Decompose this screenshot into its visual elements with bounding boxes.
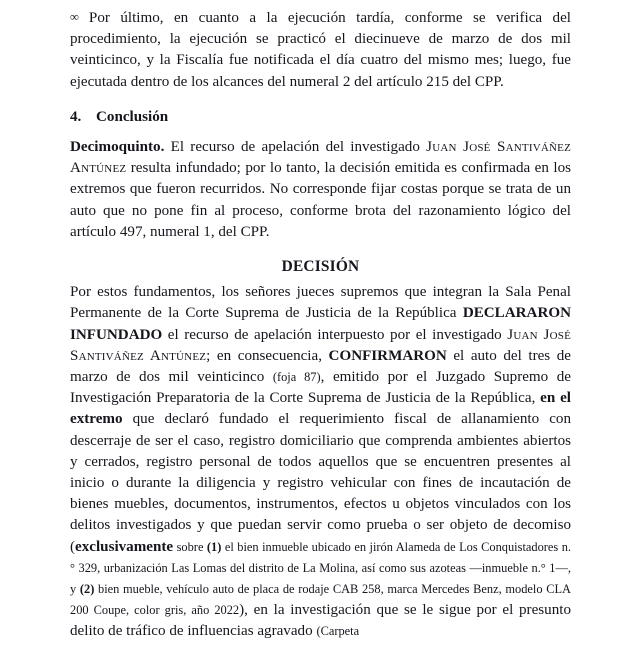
decision-item-marker-2: (2) bbox=[79, 582, 95, 597]
decision-small-run-3-inmueble: el bien inmueble ubicado en jirón Alameda de Los Conquistadores n.° 329, urbanización Las Lomas del distrito de La Molina, así como sus azoteas —inmueble n.° 1—, y bbox=[70, 539, 571, 597]
decision-run-5: , emitido por el Juzgado Supremo de Investigación Preparatoria de la Corte Suprema de Justicia de la República, bbox=[70, 369, 571, 407]
decision-bold-exclusivamente: exclusivamente bbox=[75, 538, 174, 555]
decision-small-run-4-vehiculo: bien mueble, vehículo auto de placa de rodaje CAB 258, marca Mercedes Benz, modelo CLA 200 Coupe, color gris, año 2022 bbox=[70, 582, 571, 618]
paragraph-text: Por último, en cuanto a la ejecución tardía, conforme se verifica del procedimiento, la ejecución se practicó el diecinueve de marzo de dos mil veinticinco, y la Fiscalía fue notificada el día cuatro del mismo mes; luego, fue ejecutada dentro de los alcances del numeral 2 del artículo 215 del CPP. bbox=[70, 10, 571, 90]
decision-run-3: ; en consecuencia, bbox=[206, 347, 329, 364]
decision-run-6: que declaró fundado el requerimiento fiscal de allanamiento con descerraje de ser el caso, registro domiciliario que comprenda ambientes abiertos y cerrados, registro personal de todos aquellos que se encuentren presentes al inicio o durante la diligencia y registro vehicular con fines de incautación de bienes muebles, documentos, instrumentos, efectos u objetos vinculados con los delitos investigados y que puedan servir como prueba o ser objeto de decomiso ( bbox=[70, 411, 571, 555]
infinity-bullet-icon: ∞ bbox=[70, 10, 79, 24]
decision-run-1: Por estos fundamentos, los señores jueces supremos que integran la Sala Penal Permanente de la Corte Suprema de Justicia de la República bbox=[70, 284, 571, 322]
person-name-santivanez-2: Juan José Santiváñez Antúnez bbox=[70, 326, 571, 364]
decision-run-2: el recurso de apelación interpuesto por el investigado bbox=[162, 326, 508, 343]
document-page bbox=[0, 7, 640, 654]
paragraph-run-2: resulta infundado; por lo tanto, la decisión emitida es confirmada en los extremos que fueron recurridos. No corresponde fijar costas porque se trata de un auto que no pone fin al proceso, conforme brota del razonamiento lógico del artículo 497, numeral 1, del CPP. bbox=[70, 160, 571, 240]
person-name-santivanez: Juan José Santiváñez Antúnez bbox=[70, 139, 571, 177]
decision-small-run-5-carpeta: (Carpeta bbox=[316, 624, 360, 639]
section-title: Conclusión bbox=[96, 108, 169, 125]
decision-bold-en-el-extremo: en el extremo bbox=[70, 390, 571, 428]
decision-bold-confirmaron: CONFIRMARON bbox=[328, 347, 447, 364]
decision-bold-declararon-infundado: DECLARARON INFUNDADO bbox=[70, 305, 571, 343]
decision-item-marker-1: (1) bbox=[206, 539, 222, 554]
heading-decision: DECISIÓN bbox=[281, 258, 360, 276]
decision-run-4: el auto del tres de marzo de dos mil veinticinco bbox=[70, 347, 571, 386]
section-heading-conclusion bbox=[70, 107, 571, 128]
paragraph-lead-label: Decimoquinto. bbox=[70, 139, 165, 156]
section-number: 4. bbox=[70, 108, 82, 125]
decision-small-run-2: sobre bbox=[173, 539, 207, 554]
paragraph-ejecucion-tardia bbox=[70, 7, 571, 93]
paragraph-decimoquinto bbox=[70, 137, 571, 243]
decision-run-7: ), en la investigación que se le sigue por el presunto delito de tráfico de influencias agravado bbox=[70, 602, 571, 640]
paragraph-run-1: El recurso de apelación del investigado bbox=[164, 139, 427, 156]
paragraph-decision-body bbox=[70, 282, 571, 642]
decision-citation-foja: (foja 87) bbox=[272, 370, 321, 385]
